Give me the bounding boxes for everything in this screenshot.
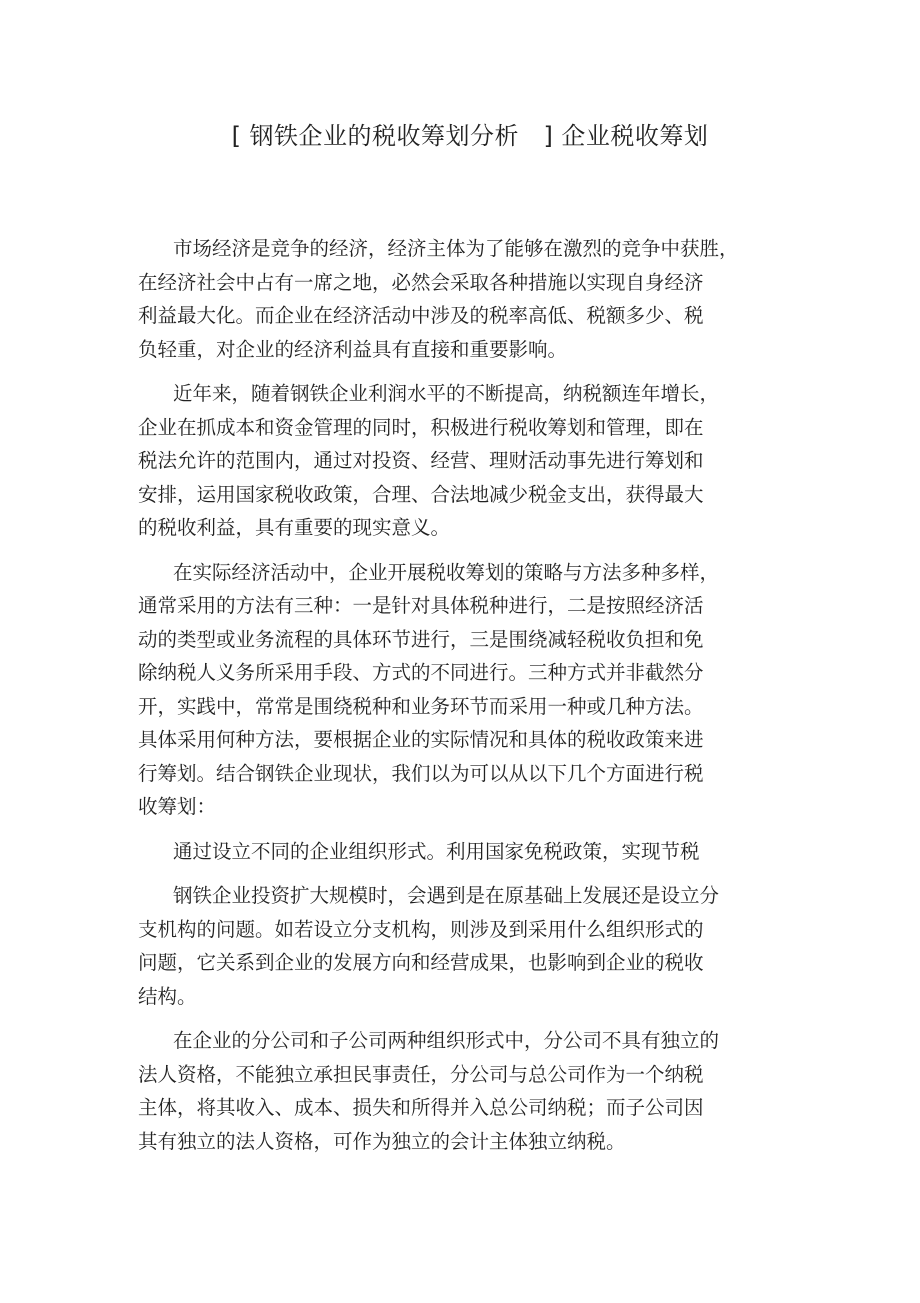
paragraph bbox=[138, 377, 778, 545]
paragraph-line: 行筹划。结合钢铁企业现状，我们以为可以从以下几个方面进行税 bbox=[138, 761, 704, 785]
paragraph-line: 在实际经济活动中，企业开展税收筹划的策略与方法多种多样， bbox=[173, 560, 720, 584]
paragraph-line: 问题，它关系到企业的发展方向和经营成果，也影响到企业的税收 bbox=[138, 951, 704, 974]
paragraph-line: 在企业的分公司和子公司两种组织形式中，分公司不具有独立的 bbox=[173, 1029, 720, 1052]
document-title: [ 钢铁企业的税收筹划分析 ] 企业税收筹划 bbox=[231, 122, 709, 150]
paragraph-line: 企业在抓成本和资金管理的同时，积极进行税收筹划和管理，即在 bbox=[138, 415, 704, 439]
paragraph-line: 在经济社会中占有一席之地，必然会采取各种措施以实现自身经济 bbox=[138, 270, 704, 294]
paragraph bbox=[138, 879, 778, 1013]
paragraph-line: 的税收利益，具有重要的现实意义。 bbox=[138, 516, 451, 539]
paragraph-line: 负轻重，对企业的经济利益具有直接和重要影响。 bbox=[138, 337, 568, 361]
paragraph bbox=[138, 835, 778, 869]
paragraph-line: 钢铁企业投资扩大规模时，会遇到是在原基础上发展还是设立分 bbox=[173, 884, 720, 907]
paragraph-line: 税法允许的范围内，通过对投资、经营、理财活动事先进行筹划和 bbox=[138, 449, 704, 472]
paragraph-line: 安排，运用国家税收政策，合理、合法地减少税金支出，获得最大 bbox=[138, 482, 704, 506]
document-body bbox=[138, 232, 778, 1169]
paragraph-line: 市场经济是竞争的经济，经济主体为了能够在激烈的竞争中获胜， bbox=[173, 237, 739, 260]
paragraph-line: 开，实践中，常常是围绕税种和业务环节而采用一种或几种方法。 bbox=[138, 694, 704, 718]
paragraph-line: 法人资格，不能独立承担民事责任，分公司与总公司作为一个纳税 bbox=[138, 1062, 704, 1086]
paragraph-line: 除纳税人义务所采用手段、方式的不同进行。三种方式并非截然分 bbox=[138, 661, 704, 684]
paragraph-line: 主体，将其收入、成本、损失和所得并入总公司纳税；而子公司因 bbox=[138, 1096, 704, 1119]
paragraph-line: 动的类型或业务流程的具体环节进行，三是围绕减轻税收负担和免 bbox=[138, 627, 704, 651]
paragraph-line: 通过设立不同的企业组织形式。利用国家免税政策，实现节税 bbox=[173, 839, 700, 863]
paragraph-line: 利益最大化。而企业在经济活动中涉及的税率高低、税额多少、税 bbox=[138, 304, 704, 327]
paragraph-line: 结构。 bbox=[138, 984, 197, 1008]
paragraph-line: 支机构的问题。如若设立分支机构，则涉及到采用什么组织形式的 bbox=[138, 917, 704, 941]
paragraph-line: 收筹划： bbox=[138, 795, 217, 818]
paragraph bbox=[138, 232, 778, 366]
paragraph bbox=[138, 556, 778, 824]
paragraph-line: 具体采用何种方法，要根据企业的实际情况和具体的税收政策来进 bbox=[138, 728, 704, 751]
paragraph-line: 其有独立的法人资格，可作为独立的会计主体独立纳税。 bbox=[138, 1129, 626, 1153]
paragraph-line: 通常采用的方法有三种：一是针对具体税种进行，二是按照经济活 bbox=[138, 594, 704, 617]
paragraph-line: 近年来，随着钢铁企业利润水平的不断提高，纳税额连年增长， bbox=[173, 382, 720, 405]
paragraph bbox=[138, 1024, 778, 1158]
